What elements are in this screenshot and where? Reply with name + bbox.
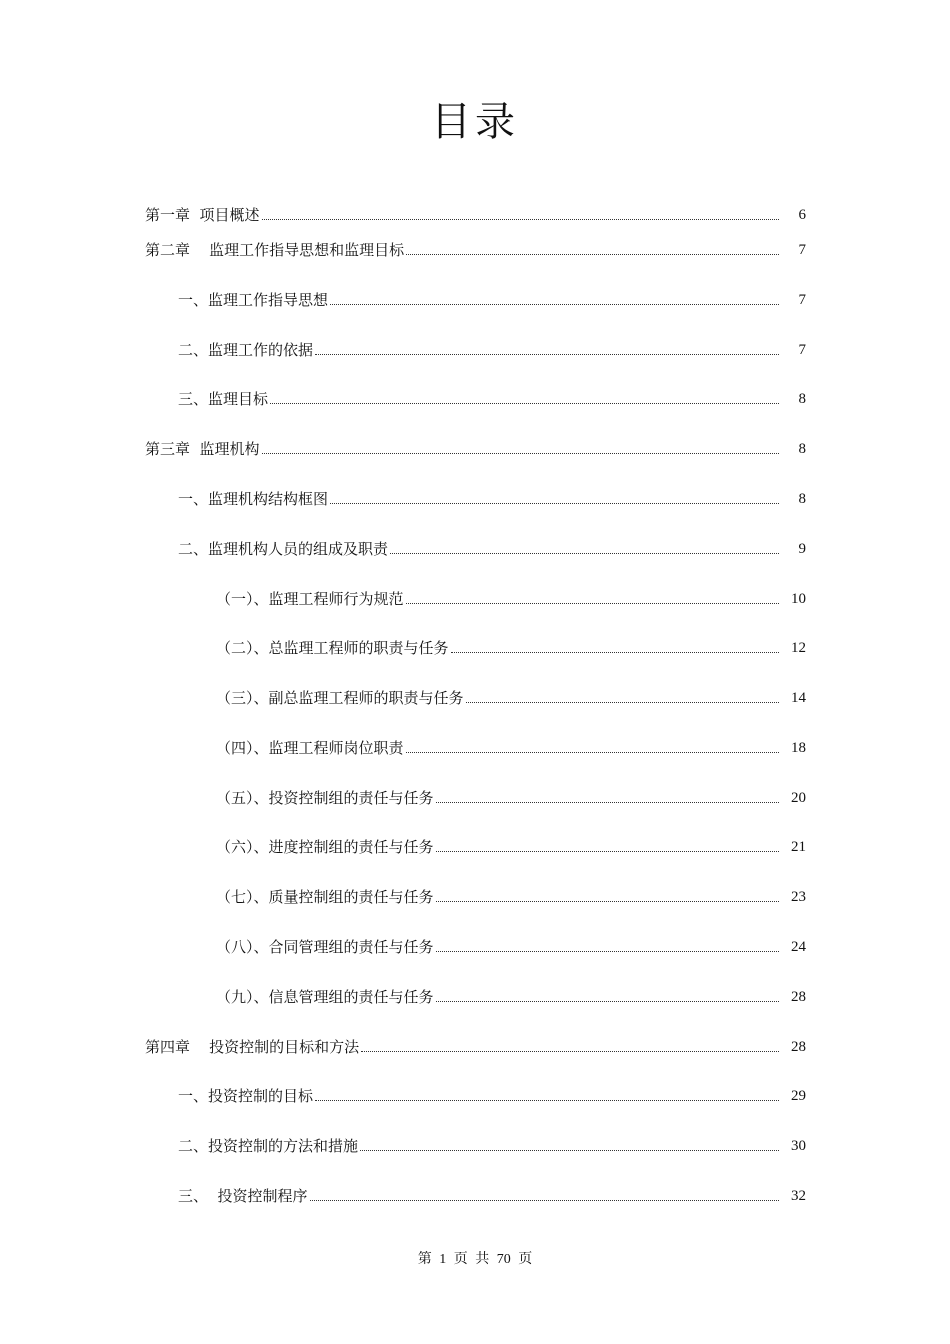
toc-dot-leader xyxy=(330,503,779,504)
toc-dot-leader xyxy=(360,1150,779,1151)
toc-entry[interactable] xyxy=(216,688,806,708)
toc-entry-page-number: 12 xyxy=(791,640,806,656)
toc-entry[interactable] xyxy=(178,340,806,360)
toc-entry[interactable] xyxy=(216,788,806,808)
toc-dot-leader xyxy=(262,219,779,220)
toc-entry[interactable] xyxy=(216,589,806,609)
toc-entry[interactable] xyxy=(145,240,806,260)
toc-entry-label: （三）、副总监理工程师的职责与任务 xyxy=(216,689,464,707)
toc-entry-page-number: 28 xyxy=(791,989,806,1005)
page-footer: 第 1 页 共 70 页 xyxy=(417,1252,533,1267)
toc-entry-label: 一、监理工作指导思想 xyxy=(178,291,329,309)
toc-entry-label: （五）、投资控制组的责任与任务 xyxy=(216,789,434,807)
toc-entry-page-number: 18 xyxy=(791,740,806,756)
toc-entry[interactable] xyxy=(216,937,806,957)
toc-entry[interactable] xyxy=(178,389,806,409)
toc-dot-leader xyxy=(436,951,779,952)
toc-entry-label: 第二章 监理工作指导思想和监理目标 xyxy=(145,241,405,259)
toc-dot-leader xyxy=(406,752,779,753)
toc-entry[interactable] xyxy=(216,638,806,658)
toc-entry-page-number: 7 xyxy=(798,292,806,308)
toc-entry-page-number: 20 xyxy=(791,790,806,806)
toc-entry[interactable] xyxy=(145,205,806,225)
toc-entry-label: 一、监理机构结构框图 xyxy=(178,490,329,508)
toc-dot-leader xyxy=(436,802,779,803)
toc-entry-page-number: 6 xyxy=(798,207,806,223)
toc-entry-page-number: 8 xyxy=(798,491,806,507)
toc-dot-leader xyxy=(406,254,779,255)
page-title: 目录 xyxy=(431,99,519,145)
toc-entry-page-number: 29 xyxy=(791,1088,806,1104)
toc-dot-leader xyxy=(406,603,779,604)
toc-entry[interactable] xyxy=(216,887,806,907)
toc-entry-label: 三、 投资控制程序 xyxy=(178,1187,308,1205)
toc-entry[interactable] xyxy=(216,987,806,1007)
toc-entry[interactable] xyxy=(178,1186,806,1206)
toc-dot-leader xyxy=(436,901,779,902)
toc-dot-leader xyxy=(361,1051,779,1052)
toc-dot-leader xyxy=(315,1100,779,1101)
toc-entry[interactable] xyxy=(145,1037,806,1057)
toc-entry-label: 二、监理工作的依据 xyxy=(178,341,314,359)
toc-dot-leader xyxy=(466,702,779,703)
toc-entry-label: 三、监理目标 xyxy=(178,390,269,408)
toc-entry-label: （七）、质量控制组的责任与任务 xyxy=(216,888,434,906)
toc-entry-label: 一、投资控制的目标 xyxy=(178,1087,314,1105)
toc-dot-leader xyxy=(262,453,779,454)
toc-dot-leader xyxy=(436,851,779,852)
toc-dot-leader xyxy=(390,553,779,554)
toc-entry-label: 二、监理机构人员的组成及职责 xyxy=(178,540,389,558)
toc-entry-page-number: 23 xyxy=(791,889,806,905)
toc-entry-label: （八）、合同管理组的责任与任务 xyxy=(216,938,434,956)
toc-entry-page-number: 10 xyxy=(791,591,806,607)
toc-dot-leader xyxy=(330,304,779,305)
toc-entry-page-number: 32 xyxy=(791,1188,806,1204)
toc-dot-leader xyxy=(270,403,779,404)
toc-entry-label: （一）、监理工程师行为规范 xyxy=(216,590,404,608)
toc-entry-label: （六）、进度控制组的责任与任务 xyxy=(216,838,434,856)
toc-entry-label: （九）、信息管理组的责任与任务 xyxy=(216,988,434,1006)
toc-entry[interactable] xyxy=(178,290,806,310)
toc-entry-page-number: 30 xyxy=(791,1138,806,1154)
toc-entry[interactable] xyxy=(216,837,806,857)
toc-entry-page-number: 28 xyxy=(791,1039,806,1055)
toc-entry-page-number: 9 xyxy=(798,541,806,557)
toc-dot-leader xyxy=(315,354,779,355)
toc-entry[interactable] xyxy=(178,539,806,559)
toc-entry-label: （二）、总监理工程师的职责与任务 xyxy=(216,639,449,657)
toc-dot-leader xyxy=(436,1001,779,1002)
toc-entry-label: 第四章 投资控制的目标和方法 xyxy=(145,1038,360,1056)
toc-entry-page-number: 8 xyxy=(798,391,806,407)
toc-entry-page-number: 8 xyxy=(798,441,806,457)
toc-entry-label: 第三章 监理机构 xyxy=(145,440,260,458)
toc-entry-label: （四）、监理工程师岗位职责 xyxy=(216,739,404,757)
toc-entry-page-number: 14 xyxy=(791,690,806,706)
toc-dot-leader xyxy=(310,1200,779,1201)
toc-entry[interactable] xyxy=(216,738,806,758)
toc-entry-label: 二、投资控制的方法和措施 xyxy=(178,1137,359,1155)
toc-entry-label: 第一章 项目概述 xyxy=(145,206,260,224)
toc-entry-page-number: 7 xyxy=(798,342,806,358)
toc-dot-leader xyxy=(451,652,779,653)
toc-entry-page-number: 7 xyxy=(798,242,806,258)
toc-entry[interactable] xyxy=(178,1136,806,1156)
toc-entry[interactable] xyxy=(178,1086,806,1106)
toc-entry[interactable] xyxy=(145,439,806,459)
toc-entry-page-number: 24 xyxy=(791,939,806,955)
toc-entry[interactable] xyxy=(178,489,806,509)
toc-entry-page-number: 21 xyxy=(791,839,806,855)
